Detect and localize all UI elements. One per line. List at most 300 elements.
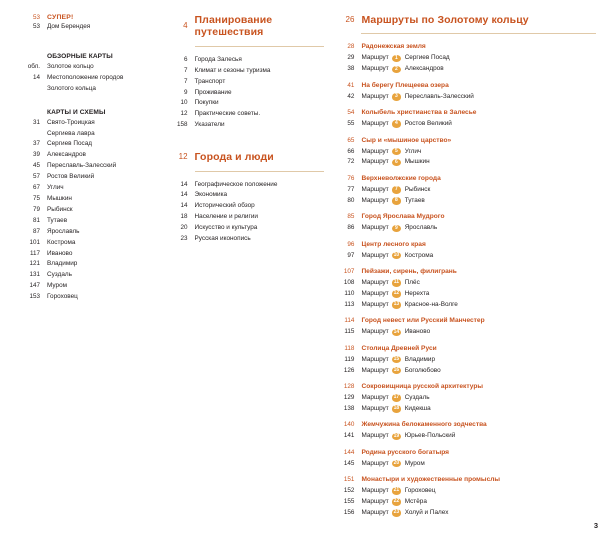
route-number-badge: 10 [393,251,400,258]
route-item[interactable] [332,393,596,403]
divider [195,171,325,172]
list-item[interactable] [18,22,158,32]
list-item[interactable] [166,66,325,76]
route-destination: Сергиев Посад [404,54,450,62]
spacer [18,95,158,109]
entry-page: 131 [29,271,40,279]
entry-page: 6 [184,55,188,63]
entry-label: Указатели [194,121,225,129]
entry-label: Дом Берендея [47,23,91,30]
route-group-title: Сыр и «мышиное царство» [361,136,452,144]
entry-label: Владимир [47,260,78,268]
route-word: Маршрут [361,487,389,495]
route-line [361,196,424,206]
route-destination: Иваново [404,328,431,336]
entry-label: Углич [47,184,64,192]
route-number-badge: 3 [392,93,402,101]
entry-page: 10 [180,99,188,107]
entry-page: 9 [184,88,188,96]
list-item[interactable] [18,194,158,204]
list-item[interactable] [166,234,325,244]
entry-page: 101 [29,238,40,246]
list-item[interactable] [166,109,325,119]
route-word: Маршрут [361,158,389,166]
entry-label: Ростов Великий [47,173,95,181]
divider [195,46,325,47]
list-item[interactable] [18,205,158,215]
entry-page: 115 [344,328,355,336]
route-line [361,327,430,337]
list-item[interactable] [18,270,158,280]
route-number-badge: 5 [392,148,402,156]
route-group-header[interactable] [332,448,596,458]
route-line [361,147,421,157]
entry-page: 7 [184,77,188,85]
route-destination: Мстёра [404,497,427,505]
route-line [361,300,457,310]
entry-page: 12 [180,110,188,118]
route-item[interactable] [332,431,596,441]
entry-page: 81 [32,216,40,224]
route-item[interactable] [332,289,596,299]
entry-label: Свято-Троицкая [47,118,95,126]
route-destination: Красное-на-Волге [404,300,458,308]
route-group-title: Пейзажи, сирень, филигрань [361,267,457,275]
route-item[interactable] [332,508,596,518]
entry-label: Иваново [47,249,73,257]
route-line [361,355,435,365]
route-group-header[interactable] [332,42,596,52]
entry-label: Проживание [194,88,232,96]
list-item[interactable] [18,161,158,171]
list-item[interactable] [18,118,158,128]
entry-page: 129 [343,393,355,401]
entry-page: 110 [344,289,355,297]
entry-page: 145 [343,459,355,467]
route-destination: Ярославль [404,224,438,232]
list-item[interactable] [18,238,158,248]
entry-page: 31 [32,118,40,126]
route-item[interactable] [332,366,596,376]
route-word: Маршрут [361,497,389,505]
entry-label: Покупки [194,99,219,107]
entry-page: 67 [32,184,40,192]
route-item[interactable] [332,185,596,195]
entry-page: 53 [32,23,40,30]
route-number-badge: 17 [393,394,400,401]
entry-page: обл. [27,62,40,70]
list-item[interactable] [18,62,158,72]
page-number: 3 [593,521,598,530]
section-title: Города и люди [194,151,274,164]
route-word: Маршрут [361,196,389,204]
entry-page: 87 [32,227,40,235]
route-item[interactable] [332,327,596,337]
route-destination: Углич [404,147,422,155]
entry-page: 14 [32,73,40,81]
route-number-badge: 9 [392,225,402,233]
entry-label: Климат и сезоны туризма [194,66,271,74]
entry-label: Экономика [194,191,228,199]
entry-page: 55 [347,120,355,128]
entry-page: 141 [343,432,355,440]
entry-page: 97 [347,251,355,259]
route-destination: Муром [404,459,425,467]
entry-label: Практические советы. [194,110,261,118]
route-destination: Суздаль [404,393,430,401]
route-word: Маршрут [361,289,389,297]
list-item[interactable] [166,190,325,200]
route-line [361,497,426,507]
route-destination: Плёс [404,278,420,286]
entry-label: Суздаль [47,271,72,279]
route-group-page: 65 [347,136,355,144]
entry-label: Сергиева лавра [47,129,95,137]
route-group-page: 151 [343,476,355,484]
entry-page: 138 [343,404,355,412]
list-item[interactable] [166,180,325,190]
route-item[interactable] [332,278,596,288]
divider [361,33,596,34]
route-item[interactable] [332,196,596,206]
route-group-title: Жемчужина белокаменного зодчества [361,421,487,429]
route-number-badge: 21 [393,487,400,494]
route-group-page: 96 [347,240,355,248]
entry-page: 57 [32,173,40,181]
entry-label: Кострома [47,238,76,246]
entry-label: Муром [47,282,68,290]
entry-label: Золотое кольцо [47,62,94,70]
list-item[interactable] [18,150,158,160]
list-item[interactable] [166,201,325,211]
section-header-planning[interactable] [166,14,325,39]
route-group-header[interactable] [332,344,596,354]
list-item-cont [18,84,158,94]
route-group-page: 128 [343,382,355,390]
route-line [361,251,433,261]
entry-page: 66 [347,147,355,155]
route-item[interactable] [332,404,596,414]
route-group-header[interactable] [332,136,596,146]
route-word: Маршрут [361,224,389,232]
list-item[interactable] [18,216,158,226]
route-group-header[interactable] [332,475,596,485]
route-number-badge: 7 [392,186,402,194]
maps-schemes-heading: КАРТЫ И СХЕМЫ [47,108,106,116]
route-group-page: 144 [343,448,355,456]
route-group-header[interactable] [332,420,596,430]
entry-page: 75 [32,194,40,202]
route-group-header[interactable] [332,240,596,250]
route-word: Маршрут [361,404,389,412]
entry-page: 23 [180,235,188,243]
route-destination: Гороховец [404,487,436,495]
routes-list [332,42,596,518]
entry-page: 119 [344,355,355,363]
route-group-title: Колыбель христианства в Залесье [361,109,477,117]
list-item[interactable] [18,139,158,149]
entry-label: Географическое положение [194,180,278,188]
route-line [361,157,429,167]
route-group-page: 107 [343,267,355,275]
entry-label: Ярославль [47,227,80,235]
entry-page: 77 [347,185,355,193]
entry-page: 79 [32,205,40,213]
entry-page: 80 [347,196,355,204]
route-group-title: Город невест или Русский Манчестер [361,317,485,325]
route-word: Маршрут [361,278,389,286]
entry-page: 147 [29,282,40,290]
route-destination: Кидекша [404,404,431,412]
route-group-title: На берегу Плещеева озера [361,81,449,89]
route-destination: Кострома [404,251,434,259]
entry-label: Местоположение городов [47,73,124,81]
route-number-badge: 20 [393,459,400,466]
route-group-header[interactable] [332,316,596,326]
route-word: Маршрут [361,185,389,193]
route-destination: Ростов Великий [404,120,452,128]
route-word: Маршрут [361,366,389,374]
entry-page: 39 [32,151,40,159]
route-destination: Боголюбово [404,366,441,374]
entry-label: Гороховец [47,293,78,301]
route-line [361,92,473,102]
list-item[interactable] [18,227,158,237]
route-item[interactable] [332,300,596,310]
route-destination: Нерехта [404,289,430,297]
entry-page: 29 [347,54,355,62]
route-destination: Холуй и Палех [404,508,449,516]
route-destination: Рыбинск [404,185,431,193]
route-destination: Владимир [404,355,436,363]
route-line [361,53,449,63]
entry-page: 156 [343,508,355,516]
entry-label: Золотого кольца [47,84,96,92]
route-word: Маршрут [361,328,389,336]
route-group-page: 28 [347,43,355,51]
route-group-title: Сокровищница русской архитектуры [361,382,483,390]
route-destination: Александров [404,65,444,73]
entry-page: 42 [347,92,355,100]
route-word: Маршрут [361,300,389,308]
route-item[interactable] [332,251,596,261]
entry-label: Исторический обзор [194,202,255,210]
route-group-title: Верхневолжские города [361,174,441,182]
route-word: Маршрут [361,147,389,155]
route-group-page: 76 [347,174,355,182]
route-line [361,185,430,195]
route-group-page: 140 [343,421,355,429]
route-line [361,119,451,129]
column-planning-and-cities [166,14,333,530]
route-line [361,431,455,441]
route-item[interactable] [332,157,596,167]
entry-page: 108 [343,278,355,286]
list-item-cont [18,129,158,139]
route-item[interactable] [332,497,596,507]
entry-page: 20 [180,224,188,232]
route-group-title: Радонежская земля [361,43,426,51]
list-item[interactable] [18,281,158,291]
route-line [361,486,435,496]
route-group-header[interactable] [332,212,596,222]
route-word: Маршрут [361,54,389,62]
entry-page: 14 [180,191,188,199]
route-number-badge: 16 [393,366,400,373]
route-item[interactable] [332,486,596,496]
route-group-header[interactable] [332,108,596,118]
list-item[interactable] [166,88,325,98]
spacer [166,131,325,151]
section-page: 12 [178,152,188,162]
section-title: Планирование путешествия [194,14,273,39]
route-destination: Переславль-Залесский [404,92,474,100]
route-number-badge: 18 [393,405,400,412]
list-item[interactable] [18,183,158,193]
entry-label: Рыбинск [47,205,73,213]
list-item[interactable] [18,73,158,83]
route-number-badge: 6 [392,159,402,167]
route-item[interactable] [332,64,596,74]
route-destination: Юрьев-Польский [404,432,456,440]
entry-page: 117 [29,249,40,257]
route-number-badge: 12 [393,290,400,297]
route-group-header[interactable] [332,382,596,392]
route-item[interactable] [332,53,596,63]
entry-page: 126 [343,366,355,374]
entry-page: 113 [344,300,355,308]
list-item[interactable] [166,212,325,222]
entry-page: 86 [347,224,355,232]
section-page: 26 [345,15,355,25]
route-line [361,223,437,233]
route-item[interactable] [332,147,596,157]
section-header-routes[interactable] [332,14,596,26]
route-group-title: Город Ярослава Мудрого [361,213,445,221]
section-page: 4 [183,21,188,31]
list-item[interactable] [166,223,325,233]
list-item[interactable] [166,55,325,65]
overview-maps-heading: ОБЗОРНЫЕ КАРТЫ [47,52,113,60]
route-number-badge: 2 [392,66,402,74]
list-item[interactable] [18,292,158,302]
route-line [361,289,429,299]
route-line [361,459,424,469]
route-line [361,404,430,414]
route-group-header[interactable] [332,267,596,277]
route-number-badge: 1 [392,55,402,63]
list-item[interactable] [18,172,158,182]
entry-label: Города Залесья [194,55,242,63]
list-item[interactable] [18,259,158,269]
route-group-page: 54 [347,109,355,117]
entry-page: 158 [177,121,188,129]
super-section-title: СУПЕР! [47,14,74,21]
route-word: Маршрут [361,393,389,401]
super-section-header [18,14,158,21]
section-header-cities[interactable] [166,151,325,163]
route-word: Маршрут [361,120,389,128]
route-number-badge: 14 [393,328,400,335]
route-number-badge: 19 [393,432,400,439]
route-line [361,393,429,403]
route-group-title: Столица Древней Руси [361,344,437,352]
route-number-badge: 15 [393,355,400,362]
entry-label: Искусство и культура [194,224,258,232]
route-group-page: 118 [344,344,355,352]
route-number-badge: 22 [393,498,400,505]
route-item[interactable] [332,223,596,233]
entry-label: Александров [47,151,86,159]
route-number-badge: 8 [392,197,402,205]
entry-page: 121 [29,260,40,268]
super-section-page: 53 [32,14,40,21]
entry-page: 45 [32,162,40,170]
route-group-page: 114 [344,317,355,325]
section-title: Маршруты по Золотому кольцу [361,14,529,26]
entry-label: Переславль-Залесский [47,162,117,170]
entry-label: Тутаев [47,216,68,224]
route-group-title: Монастыри и художественные промыслы [361,476,501,484]
route-destination: Мышкин [404,158,430,166]
route-group-title: Центр лесного края [361,240,426,248]
entry-page: 14 [180,202,188,210]
route-group-header[interactable] [332,81,596,91]
route-number-badge: 11 [392,279,402,287]
entry-label: Сергиев Посад [47,140,92,148]
list-item[interactable] [166,77,325,87]
spacer [18,33,158,53]
route-number-badge: 23 [393,509,400,516]
route-item[interactable] [332,92,596,102]
route-word: Маршрут [361,251,389,259]
route-item[interactable] [332,355,596,365]
route-word: Маршрут [361,459,389,467]
entry-page: 152 [343,487,355,495]
route-word: Маршрут [361,65,389,73]
route-group-page: 85 [347,213,355,221]
route-group-title: Родина русского богатыря [361,448,450,456]
entry-page: 37 [32,140,40,148]
route-group-page: 41 [347,81,355,89]
route-word: Маршрут [361,508,389,516]
list-item[interactable] [18,249,158,259]
column-special-and-maps [18,14,166,530]
route-number-badge: 13 [393,301,400,308]
route-line [361,278,419,288]
entry-page: 153 [29,293,40,301]
entry-page: 7 [184,66,188,74]
entry-label: Транспорт [194,77,226,85]
column-routes [332,14,596,530]
entry-page: 38 [347,65,355,73]
entry-label: Население и религии [194,213,258,221]
entry-label: Мышкин [47,194,72,202]
route-word: Маршрут [361,432,389,440]
entry-page: 72 [347,158,355,166]
entry-label: Русская иконопись [194,235,251,243]
list-item[interactable] [166,98,325,108]
route-line [361,64,443,74]
route-destination: Тутаев [404,196,425,204]
entry-page: 155 [343,497,355,505]
route-group-header[interactable] [332,174,596,184]
route-item[interactable] [332,459,596,469]
route-item[interactable] [332,119,596,129]
route-line [361,366,440,376]
list-item[interactable] [166,120,325,130]
route-word: Маршрут [361,355,389,363]
